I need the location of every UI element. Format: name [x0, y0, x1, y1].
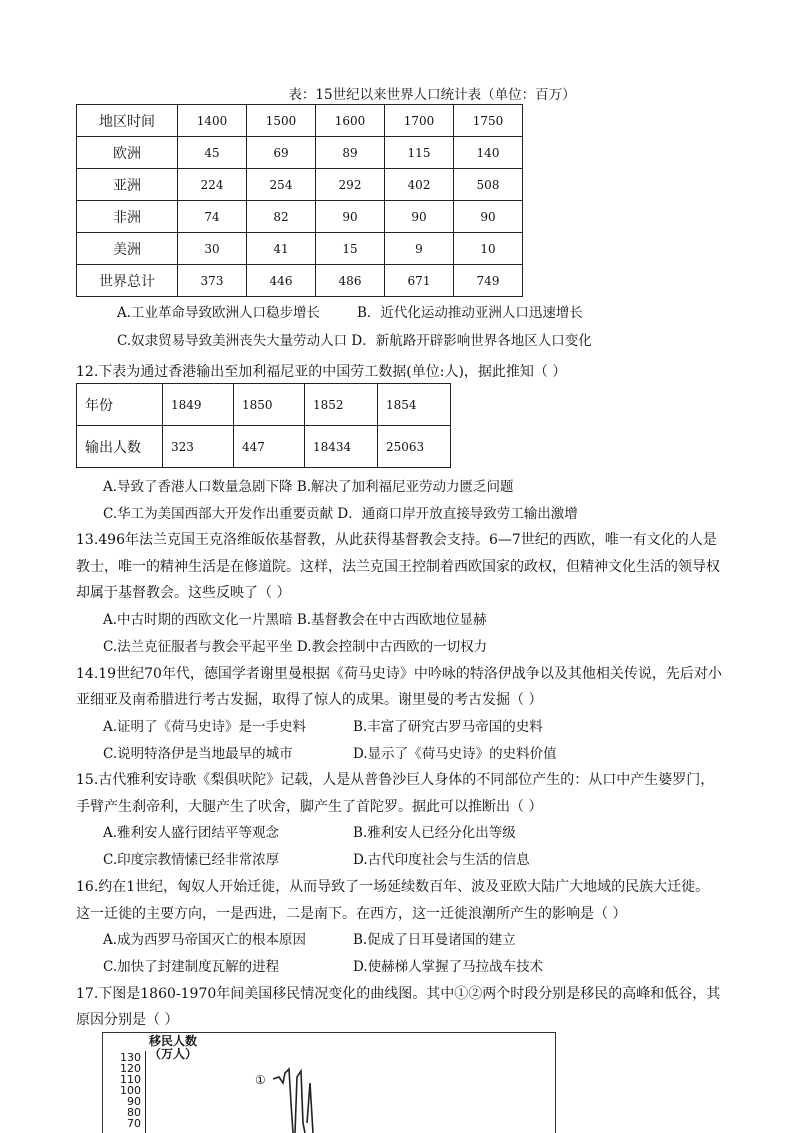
question-stem: 15.古代雅利安诗歌《梨俱吠陀》记载，人是从普鲁沙巨人身体的不同部位产生的：从口中产生婆罗门，	[76, 772, 715, 788]
table-cell: 254	[247, 169, 316, 201]
table-row	[77, 384, 451, 426]
header-cell: 1700	[385, 105, 454, 137]
table-cell: 90	[316, 201, 385, 233]
option-a[interactable]: A.证明了《荷马史诗》是一手史料	[103, 719, 307, 735]
table-cell: 671	[385, 265, 454, 297]
option-cd[interactable]: C.奴隶贸易导致美洲丧失大量劳动人口 D．新航路开辟影响世界各地区人口变化	[117, 333, 592, 349]
table-cell: 323	[163, 426, 234, 468]
y-axis-label-line: 移民人数	[149, 1034, 198, 1048]
table-cell: 亚洲	[77, 169, 178, 201]
header-cell: 1600	[316, 105, 385, 137]
period-marker-1: ①	[255, 1073, 266, 1087]
table-cell: 41	[247, 233, 316, 265]
table-cell: 10	[454, 233, 523, 265]
table-cell: 486	[316, 265, 385, 297]
question-stem: 原因分别是（ ）	[76, 1012, 179, 1028]
question-stem: 这一迁徙的主要方向，一是西进，二是南下。在西方，这一迁徙浪潮所产生的影响是（ ）	[76, 906, 627, 922]
table-cell: 1850	[234, 384, 305, 426]
option-d[interactable]: D.显示了《荷马史诗》的史料价值	[353, 746, 557, 762]
question-stem: 手臂产生刹帝利，大腿产生了吠舍，脚产生了首陀罗。据此可以推断出（ ）	[76, 799, 543, 815]
question-stem: 16.约在1世纪，匈奴人开始迁徙，从而导致了一场延续数百年、波及亚欧大陆广大地域的民族大迁徙。	[76, 879, 710, 895]
table-cell: 69	[247, 137, 316, 169]
table-cell: 1852	[305, 384, 378, 426]
y-tick-label: 70	[127, 1117, 141, 1130]
table-cell: 25063	[378, 426, 451, 468]
curve-line	[273, 1069, 313, 1133]
table-cell: 447	[234, 426, 305, 468]
y-tick-label: 130	[120, 1051, 141, 1064]
table-cell: 30	[178, 233, 247, 265]
table-cell: 115	[385, 137, 454, 169]
y-axis-unit: （万人）	[149, 1047, 198, 1061]
option-cd[interactable]: C.华工为美国西部大开发作出重要贡献 D．通商口岸开放直接导致劳工输出激增	[103, 506, 578, 522]
table-cell: 18434	[305, 426, 378, 468]
option-b[interactable]: B．近代化运动推动亚洲人口迅速增长	[357, 305, 583, 321]
table-row	[77, 169, 523, 201]
table-cell: 74	[178, 201, 247, 233]
table-cell: 1849	[163, 384, 234, 426]
option-ab[interactable]: A.导致了香港人口数量急剧下降 B.解决了加利福尼亚劳动力匮乏问题	[103, 479, 514, 495]
table-row	[77, 201, 523, 233]
table-cell: 90	[385, 201, 454, 233]
option-b[interactable]: B.雅利安人已经分化出等级	[353, 825, 516, 841]
question-stem: 却属于基督教会。这些反映了（ ）	[76, 585, 291, 601]
table-cell: 1854	[378, 384, 451, 426]
option-b[interactable]: B.丰富了研究古罗马帝国的史料	[353, 719, 543, 735]
option-a[interactable]: A.工业革命导致欧洲人口稳步增长	[117, 305, 321, 321]
option-a[interactable]: A.成为西罗马帝国灭亡的根本原因	[103, 932, 307, 948]
table-cell: 世界总计	[77, 265, 178, 297]
table-cell: 输出人数	[77, 426, 163, 468]
question-stem: 14.19世纪70年代，德国学者谢里曼根据《荷马史诗》中吟咏的特洛伊战争以及其他相关传说，先后对小	[76, 666, 722, 682]
option-a[interactable]: A.雅利安人盛行团结平等观念	[103, 825, 280, 841]
table-cell: 45	[178, 137, 247, 169]
header-cell: 1400	[178, 105, 247, 137]
table-cell: 90	[454, 201, 523, 233]
table-cell: 749	[454, 265, 523, 297]
y-tick-label: 90	[127, 1095, 141, 1108]
table-cell: 美洲	[77, 233, 178, 265]
table-header-row	[77, 105, 523, 137]
header-cell: 地区时间	[77, 105, 178, 137]
table-cell: 9	[385, 233, 454, 265]
table-row	[77, 265, 523, 297]
y-tick-label: 100	[120, 1084, 141, 1097]
option-b[interactable]: B.促成了日耳曼诸国的建立	[353, 932, 516, 948]
option-c[interactable]: C.说明特洛伊是当地最早的城市	[103, 746, 293, 762]
question-stem: 12.下表为通过香港输出至加利福尼亚的中国劳工数据(单位:人)，据此推知（ ）	[76, 364, 567, 380]
question-stem: 13.496年法兰克国王克洛维皈依基督教，从此获得基督教会支持。6—7世纪的西欧，唯一有文化的人是	[76, 532, 717, 548]
table-row	[77, 137, 523, 169]
table-cell: 82	[247, 201, 316, 233]
table-cell: 373	[178, 265, 247, 297]
table-cell: 292	[316, 169, 385, 201]
header-cell: 1500	[247, 105, 316, 137]
table-row	[77, 426, 451, 468]
table-cell: 224	[178, 169, 247, 201]
immigration-curve	[103, 1033, 555, 1133]
question-stem: 17.下图是1860-1970年间美国移民情况变化的曲线图。其中①②两个时段分别是移民的高峰和低谷，其	[76, 986, 721, 1002]
y-tick-label: 110	[120, 1073, 141, 1086]
table-caption: 表：15世纪以来世界人口统计表（单位：百万）	[288, 87, 576, 103]
labor-table	[76, 383, 451, 468]
table-cell: 89	[316, 137, 385, 169]
option-d[interactable]: D.古代印度社会与生活的信息	[353, 852, 530, 868]
question-stem: 亚细亚及南希腊进行考古发掘，取得了惊人的成果。谢里曼的考古发掘（ ）	[76, 692, 543, 708]
table-cell: 140	[454, 137, 523, 169]
question-stem: 教士，唯一的精神生活是在修道院。这样，法兰克国王控制着西欧国家的政权，但精神文化生活的领导权	[76, 559, 720, 575]
y-tick-label: 80	[127, 1106, 141, 1119]
table-cell: 402	[385, 169, 454, 201]
header-cell: 1750	[454, 105, 523, 137]
table-row	[77, 233, 523, 265]
table-cell: 15	[316, 233, 385, 265]
table-cell: 508	[454, 169, 523, 201]
option-d[interactable]: D.使赫梯人掌握了马拉战车技术	[353, 959, 544, 975]
table-cell: 年份	[77, 384, 163, 426]
table-cell: 446	[247, 265, 316, 297]
table-cell: 欧洲	[77, 137, 178, 169]
option-cd[interactable]: C.法兰克征服者与教会平起平坐 D.教会控制中古西欧的一切权力	[103, 639, 488, 655]
population-table	[76, 104, 523, 297]
immigration-chart	[102, 1032, 556, 1133]
option-ab[interactable]: A.中古时期的西欧文化一片黑暗 B.基督教会在中古西欧地位显赫	[103, 612, 487, 628]
y-tick-label: 120	[120, 1062, 141, 1075]
option-c[interactable]: C.印度宗教情愫已经非常浓厚	[103, 852, 280, 868]
table-cell: 非洲	[77, 201, 178, 233]
option-c[interactable]: C.加快了封建制度瓦解的进程	[103, 959, 280, 975]
